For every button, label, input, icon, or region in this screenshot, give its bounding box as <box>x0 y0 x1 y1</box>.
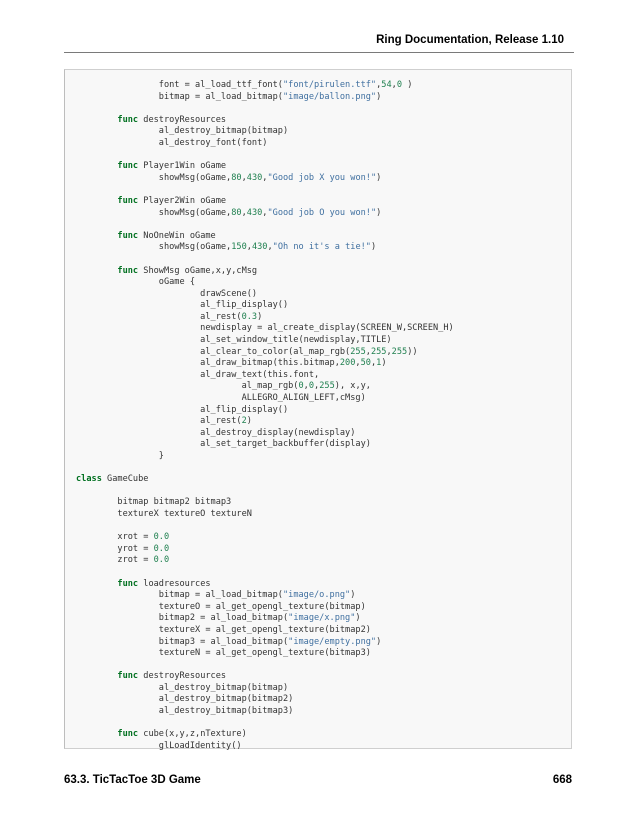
code-line <box>76 242 565 254</box>
code-line <box>76 741 565 753</box>
code-text: destroyResources <box>138 114 227 125</box>
code-line <box>76 196 565 208</box>
code-line <box>76 706 565 718</box>
code-text: al_set_window_title(newdisplay,TITLE) <box>76 335 392 346</box>
code-text: , <box>246 242 252 253</box>
code-string: "Good job X you won!" <box>267 172 377 183</box>
code-line <box>76 277 565 289</box>
code-text: bitmap3 = al_load_bitmap( <box>76 636 289 647</box>
code-number: 0.0 <box>153 532 170 543</box>
code-text: oGame { <box>76 277 195 288</box>
code-text: ), x,y, <box>334 381 371 392</box>
code-text: showMsg(oGame, <box>76 207 232 218</box>
code-keyword: func <box>117 578 139 589</box>
code-line <box>76 544 565 556</box>
code-text: al_draw_bitmap(this.bitmap, <box>76 358 340 369</box>
code-text: al_destroy_bitmap(bitmap) <box>76 126 289 137</box>
code-line <box>76 80 565 92</box>
code-lines <box>76 80 565 752</box>
code-line <box>76 126 565 138</box>
code-text: bitmap = al_load_bitmap( <box>76 91 283 102</box>
code-text: loadresources <box>138 578 211 589</box>
code-number: 200 <box>339 358 356 369</box>
code-line <box>76 474 565 486</box>
code-text <box>76 231 117 241</box>
header-rule <box>64 52 574 53</box>
code-text: ShowMsg oGame,x,y,cMsg <box>138 265 258 276</box>
code-text: bitmap2 = al_load_bitmap( <box>76 613 289 624</box>
code-text: , <box>386 346 392 357</box>
code-text: font = al_load_ttf_font( <box>76 80 283 90</box>
code-line <box>76 590 565 602</box>
code-line <box>76 208 565 220</box>
code-line <box>76 567 565 579</box>
code-line <box>76 335 565 347</box>
code-text: al_destroy_display(newdisplay) <box>76 427 356 438</box>
code-text: , <box>391 80 397 90</box>
code-line <box>76 486 565 498</box>
code-text: , <box>314 381 320 392</box>
code-text: ) <box>376 172 382 183</box>
code-number: 150 <box>231 242 247 253</box>
code-line <box>76 150 565 162</box>
page-number: 668 <box>552 774 572 786</box>
code-number: 430 <box>251 242 268 253</box>
code-number: 255 <box>350 346 366 357</box>
code-text: ) <box>246 416 252 427</box>
code-line <box>76 219 565 231</box>
code-number: 255 <box>319 381 335 392</box>
code-text: ) <box>402 80 413 90</box>
code-text: , <box>376 80 382 90</box>
code-text: , <box>241 207 247 218</box>
code-text: al_clear_to_color(al_map_rgb( <box>76 346 351 357</box>
code-string: "image/o.png" <box>282 590 351 601</box>
code-text: , <box>267 242 273 253</box>
code-line <box>76 613 565 625</box>
code-text: Player1Win oGame <box>138 161 227 172</box>
code-line <box>76 579 565 591</box>
code-line <box>76 254 565 266</box>
code-number: 54 <box>381 80 392 90</box>
code-keyword: func <box>117 114 139 125</box>
code-text: , <box>365 346 371 357</box>
code-line <box>76 370 565 382</box>
code-number: 1 <box>376 358 382 369</box>
code-line <box>76 405 565 417</box>
code-keyword: class <box>76 474 102 485</box>
code-text: Player2Win oGame <box>138 195 227 206</box>
code-text: al_set_target_backbuffer(display) <box>76 439 371 450</box>
code-text <box>76 115 117 125</box>
code-string: "image/x.png" <box>288 613 356 624</box>
code-line <box>76 184 565 196</box>
code-line <box>76 138 565 150</box>
code-text: ) <box>350 590 356 601</box>
code-text: bitmap bitmap2 bitmap3 <box>76 497 232 508</box>
code-text: glLoadIdentity() <box>76 740 242 751</box>
code-text: al_map_rgb( <box>76 381 299 392</box>
code-number: 255 <box>370 346 387 357</box>
code-text: al_destroy_bitmap(bitmap) <box>76 682 289 693</box>
code-line <box>76 694 565 706</box>
code-text: destroyResources <box>138 671 227 682</box>
code-number: 255 <box>391 346 408 357</box>
code-string: "Oh no it's a tie!" <box>272 242 371 253</box>
code-text: showMsg(oGame, <box>76 242 232 253</box>
code-number: 430 <box>246 207 263 218</box>
code-text <box>76 579 117 589</box>
code-text <box>76 729 117 739</box>
code-text: ) <box>257 311 263 322</box>
code-text: xrot = <box>76 532 154 543</box>
code-text: , <box>355 358 361 369</box>
code-text: textureO = al_get_opengl_texture(bitmap) <box>76 601 366 612</box>
code-line <box>76 347 565 359</box>
code-string: "image/empty.png" <box>288 636 377 647</box>
code-line <box>76 323 565 335</box>
code-text <box>76 266 117 276</box>
code-text: , <box>262 207 268 218</box>
code-line <box>76 532 565 544</box>
code-string: "image/ballon.png" <box>282 91 377 102</box>
code-string: "Good job O you won!" <box>267 207 377 218</box>
code-number: 0.3 <box>241 311 258 322</box>
code-number: 80 <box>231 172 242 183</box>
code-text: al_rest( <box>76 416 242 427</box>
code-text: ) <box>355 613 361 624</box>
code-text: , <box>370 358 377 369</box>
code-line <box>76 660 565 672</box>
code-number: 0 <box>308 381 315 392</box>
code-text: GameCube <box>101 474 149 485</box>
code-keyword: func <box>117 195 139 206</box>
code-text: al_rest( <box>76 311 242 322</box>
code-line <box>76 718 565 730</box>
code-line <box>76 671 565 683</box>
code-text: ) <box>376 636 382 647</box>
code-line <box>76 266 565 278</box>
code-text: al_destroy_bitmap(bitmap3) <box>76 706 294 717</box>
code-line <box>76 602 565 614</box>
code-line <box>76 289 565 301</box>
code-keyword: func <box>117 161 139 172</box>
code-line <box>76 683 565 695</box>
code-line <box>76 312 565 324</box>
code-line <box>76 173 565 185</box>
footer-section: 63.3. TicTacToe 3D Game <box>64 774 201 786</box>
header-title: Ring Documentation, Release 1.10 <box>376 34 564 46</box>
code-text: ) <box>376 91 382 102</box>
code-text: newdisplay = al_create_display(SCREEN_W,SCREEN_H) <box>76 323 454 334</box>
code-text: ) <box>376 207 382 218</box>
code-block <box>64 69 572 749</box>
code-line <box>76 393 565 405</box>
code-line <box>76 381 565 393</box>
code-line <box>76 451 565 463</box>
code-number: 80 <box>231 207 242 218</box>
code-line <box>76 103 565 115</box>
code-line <box>76 428 565 440</box>
code-text: drawScene() <box>76 288 258 299</box>
code-line <box>76 161 565 173</box>
code-text: al_flip_display() <box>76 300 289 311</box>
code-line <box>76 231 565 243</box>
code-text: cube(x,y,z,nTexture) <box>138 729 247 740</box>
code-number: 0.0 <box>153 555 170 566</box>
code-line <box>76 439 565 451</box>
code-text: textureX textureO textureN <box>76 508 252 519</box>
code-text: al_flip_display() <box>76 404 289 415</box>
code-line <box>76 625 565 637</box>
code-text: , <box>241 172 247 183</box>
code-line <box>76 729 565 741</box>
code-text: bitmap = al_load_bitmap( <box>76 590 283 601</box>
code-line <box>76 509 565 521</box>
code-line <box>76 300 565 312</box>
code-keyword: func <box>117 729 139 740</box>
code-text: ) <box>381 358 387 369</box>
code-line <box>76 463 565 475</box>
code-text: yrot = <box>76 543 154 554</box>
code-text: showMsg(oGame, <box>76 172 232 183</box>
code-text <box>76 161 117 171</box>
code-keyword: func <box>117 230 139 241</box>
code-line <box>76 555 565 567</box>
code-string: "font/pirulen.ttf" <box>282 80 377 90</box>
code-number: 0 <box>298 381 304 392</box>
code-line <box>76 416 565 428</box>
code-line <box>76 648 565 660</box>
code-line <box>76 358 565 370</box>
code-line <box>76 637 565 649</box>
code-number: 0 <box>396 80 403 90</box>
code-number: 50 <box>360 358 371 369</box>
code-text: ALLEGRO_ALIGN_LEFT,cMsg) <box>76 393 366 404</box>
code-number: 430 <box>246 172 263 183</box>
code-text: al_destroy_font(font) <box>76 137 268 148</box>
code-line <box>76 521 565 533</box>
code-keyword: func <box>117 671 139 682</box>
code-line <box>76 92 565 104</box>
code-number: 0.0 <box>153 543 170 554</box>
code-text: zrot = <box>76 555 154 566</box>
code-text: , <box>303 381 309 392</box>
code-text: textureX = al_get_opengl_texture(bitmap2) <box>76 624 371 635</box>
code-text: , <box>262 172 268 183</box>
code-text: )) <box>407 346 418 357</box>
code-text: NoOneWin oGame <box>138 230 216 241</box>
code-line <box>76 497 565 509</box>
code-text: textureN = al_get_opengl_texture(bitmap3) <box>76 648 371 659</box>
code-keyword: func <box>117 265 139 276</box>
code-text <box>76 196 117 206</box>
code-text: al_destroy_bitmap(bitmap2) <box>76 694 294 705</box>
code-text: al_draw_text(this.font, <box>76 369 320 380</box>
code-text <box>76 671 117 681</box>
code-number: 2 <box>241 416 247 427</box>
code-text: } <box>76 451 164 461</box>
code-text: ) <box>370 242 377 253</box>
code-line <box>76 115 565 127</box>
